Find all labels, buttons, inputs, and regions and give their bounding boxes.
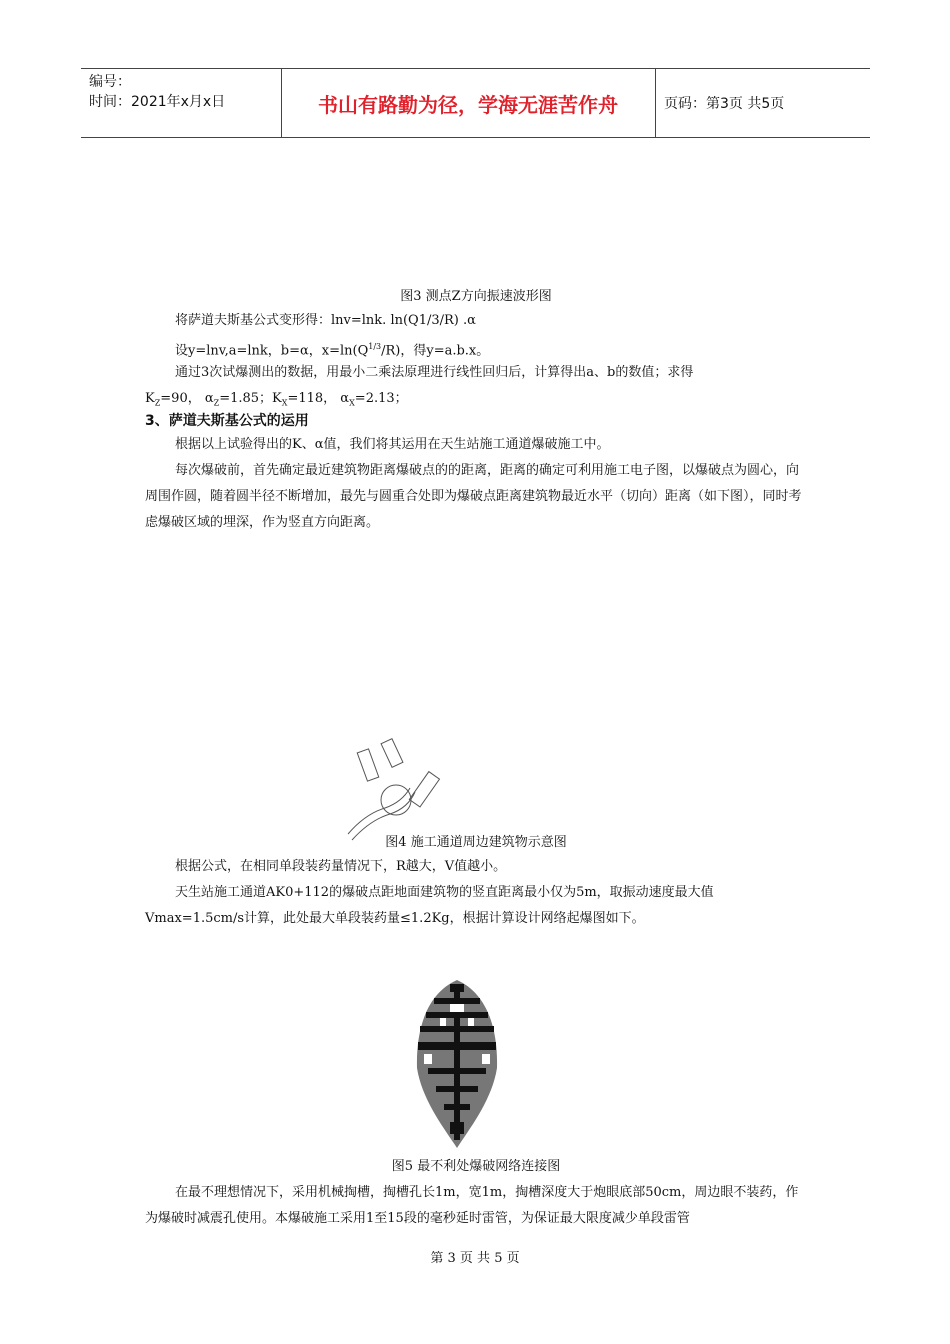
header-page-info: 页码：第3页 共5页 <box>664 96 785 112</box>
paragraph-application: 根据以上试验得出的K、α值，我们将其运用在天生站施工通道爆破施工中。 <box>175 437 610 452</box>
pixel-block <box>450 1004 464 1012</box>
pixel-block <box>440 1018 446 1026</box>
subscript: X <box>349 398 355 408</box>
building-block <box>409 772 439 807</box>
paragraph-charge-limit: 天生站施工通道AK0+112的爆破点距地面建筑物的竖直距离最小仅为5m，取振动速度最大值Vmax=1.5cm/s计算，此处最大单段装药量≤1.2Kg，根据计算设计网络起爆图如下。 <box>145 885 714 926</box>
pixel-block <box>482 1054 490 1064</box>
paragraph-formula-relation: 根据公式，在相同单段装药量情况下，R越大，V值越小。 <box>175 859 507 874</box>
page-footer: 第 3 页 共 5 页 <box>430 1251 520 1266</box>
figure-5-blast-network <box>414 978 500 1150</box>
text-line: 通过3次试爆测出的数据，用最小二乘法原理进行线性回归后，计算得出a、b的数值；求得 <box>175 365 694 380</box>
passage-edge <box>348 788 410 834</box>
text-run: =90， α <box>160 391 214 406</box>
text-run: =1.85；K <box>219 391 282 406</box>
text-run: 设y=lnv,a=lnk，b=α，x=ln(Q <box>175 343 369 359</box>
page-header <box>81 68 870 138</box>
header-motto: 书山有路勤为径，学海无涯苦作舟 <box>318 92 618 117</box>
section-3-heading: 3、萨道夫斯基公式的运用 <box>145 413 309 429</box>
text-run: =2.13； <box>354 391 408 406</box>
header-meta <box>89 72 225 112</box>
pixel-block <box>424 1054 432 1064</box>
blast-radius-circle <box>381 785 411 815</box>
paragraph-cutting-method: 在最不理想情况下，采用机械掏槽，掏槽孔长1m，宽1m，掏槽深度大于炮眼底部50cm，周边眼不装药，作为爆破时减震孔使用。本爆破施工采用1至15段的毫秒延时雷管，为保证最大限度减少单段雷管 <box>145 1185 799 1226</box>
header-divider <box>655 69 656 137</box>
time-label: 时间：2021年x月x日 <box>89 94 226 110</box>
paragraph-distance-method: 每次爆破前，首先确定最近建筑物距离爆破点的的距离，距离的确定可利用施工电子图，以爆破点为圆心，向周围作圆，随着圆半径不断增加，最先与圆重合处即为爆破点距离建筑物最近水平（切向）距离（如下图），同时考虑爆破区域的埋深，作为竖直方向距离。 <box>145 463 802 530</box>
figure-4-caption: 图4 施工通道周边建筑物示意图 <box>385 835 567 850</box>
paragraph-regression-result <box>145 360 807 417</box>
subscript: X <box>281 398 288 408</box>
pixel-block <box>454 990 460 1140</box>
building-sketch <box>348 739 439 840</box>
text-run: =118， α <box>287 391 350 406</box>
superscript: 1/3 <box>368 342 382 351</box>
building-block <box>357 749 379 781</box>
number-label: 编号： <box>89 74 131 90</box>
figure-3-caption: 图3 测点Z方向振速波形图 <box>400 289 552 304</box>
paragraph-formula-transform: 将萨道夫斯基公式变形得：lnv=lnk. ln(Q1/3/R) .α <box>175 313 476 328</box>
pixel-block <box>468 1018 474 1026</box>
figure-5-caption: 图5 最不利处爆破网络连接图 <box>391 1159 561 1174</box>
text-run: /R)，得y=a.b.x。 <box>381 343 490 359</box>
building-block <box>381 739 403 768</box>
subscript: Z <box>213 398 220 408</box>
text-run: K <box>145 391 155 406</box>
subscript: Z <box>154 398 161 408</box>
